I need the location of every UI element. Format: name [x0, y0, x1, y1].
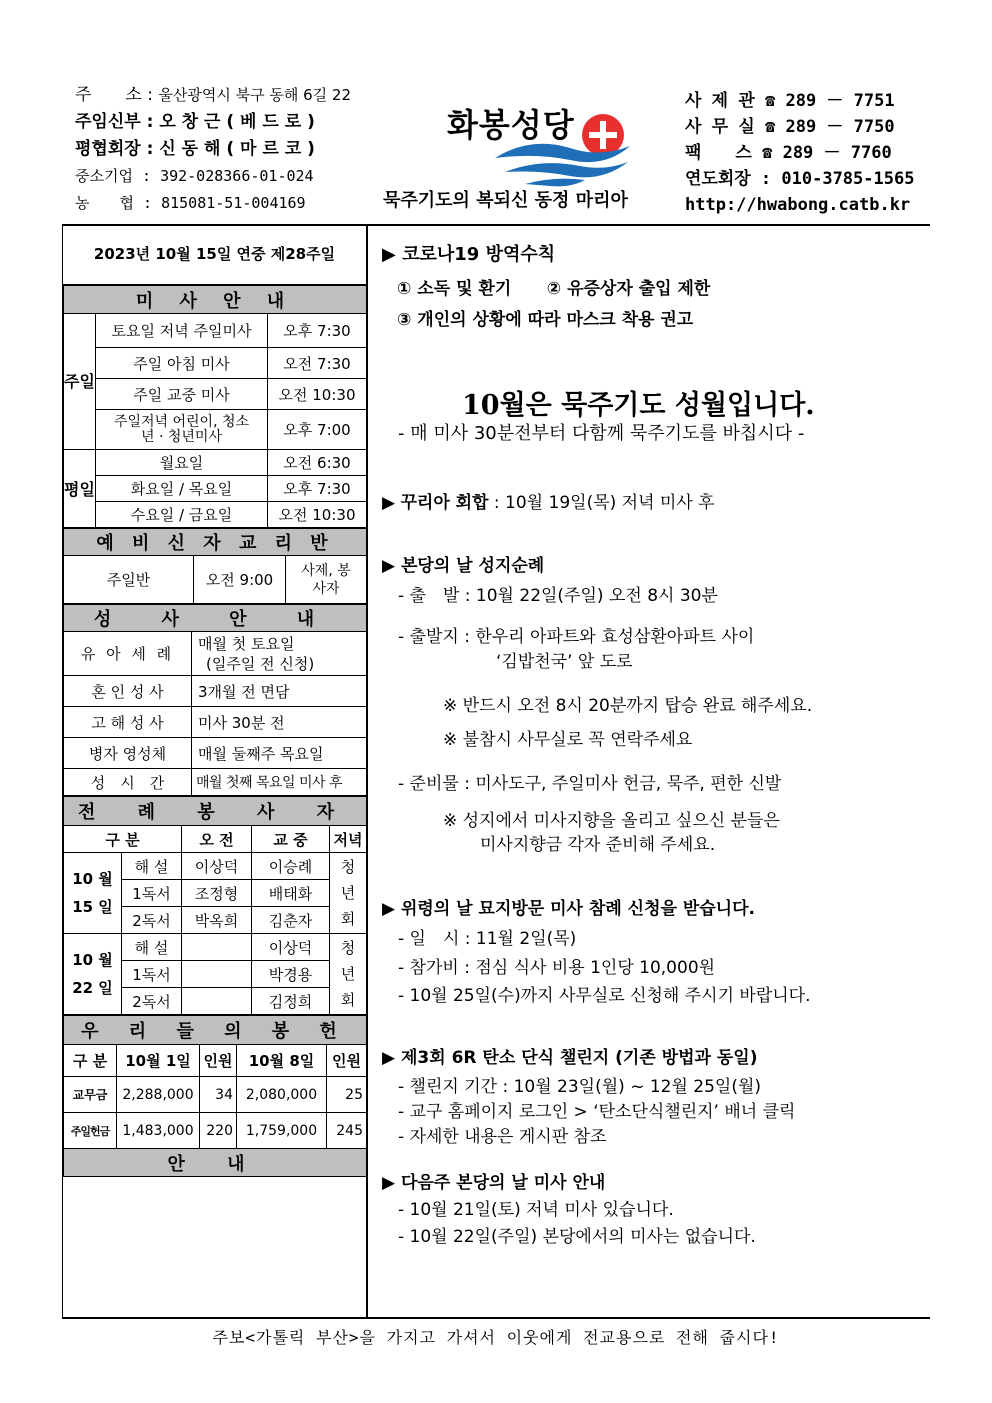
offering-v2: 1,759,000	[237, 1113, 327, 1149]
sacrament-name: 성 시 간	[64, 769, 192, 796]
offering-table	[63, 1015, 367, 1177]
mass-name: 주일 교중 미사	[96, 379, 268, 410]
offering-header: 10월 1일	[117, 1045, 200, 1077]
logo-cross-v	[600, 121, 606, 149]
nextweek-title: ▶ 다음주 본당의 날 미사 안내	[382, 1173, 606, 1193]
ministry-header: 교 중	[252, 826, 330, 853]
contact-fax: 팩 스 ☎ 289 － 7760	[685, 143, 892, 163]
sacrament-table	[63, 604, 367, 796]
mass-time: 오전 7:30	[268, 348, 367, 379]
council-label: 평협회장	[75, 139, 141, 159]
yeondo-contact: 연도회장 : 010-3785-1565	[685, 169, 915, 189]
motto: 묵주기도의 복되신 동정 마리아	[383, 190, 628, 211]
pilgrim-note: ※ 성지에서 미사지향을 올리고 싶으신 분들은	[443, 811, 780, 831]
offering-header: 구 분	[64, 1045, 117, 1077]
offering-v1: 2,288,000	[117, 1077, 200, 1113]
mass-name: 주일저녁 어린이, 청소년 · 청년미사	[96, 410, 268, 450]
covid-rules-1: ① 소독 및 환기 ② 유증상자 출입 제한	[397, 279, 711, 299]
catechumen-teacher: 사제, 봉사자	[286, 556, 367, 604]
ministry-main: 박경용	[252, 961, 330, 988]
covid-rules-2: ③ 개인의 상황에 따라 마스크 착용 권고	[397, 310, 694, 330]
mass-time: 오전 10:30	[268, 502, 367, 528]
ministry-role: 해 설	[122, 853, 182, 880]
ministry-role: 해 설	[122, 934, 182, 961]
website: http://hwabong.catb.kr	[685, 195, 911, 215]
pilgrim-note: ※ 불참시 사무실로 꼭 연락주세요	[443, 730, 693, 750]
frame-bottom	[62, 1317, 930, 1319]
bank1-label: 중소기업	[75, 167, 133, 185]
pilgrim-place: - 출발지 : 한우리 아파트와 효성삼환아파트 사이	[398, 627, 755, 647]
ministry-role: 1독서	[122, 880, 182, 907]
pilgrim-items: - 준비물 : 미사도구, 주일미사 헌금, 묵주, 편한 신발	[398, 774, 782, 794]
church-logo	[490, 108, 640, 188]
mass-name: 주일 아침 미사	[96, 348, 268, 379]
carbon-period: - 챌린지 기간 : 10월 23일(월) ~ 12월 25일(월)	[398, 1077, 762, 1097]
ministry-am: 조정형	[182, 880, 252, 907]
nextweek-info: - 10월 21일(토) 저녁 미사 있습니다.	[398, 1200, 674, 1220]
nextweek-info: - 10월 22일(주일) 본당에서의 미사는 없습니다.	[398, 1227, 756, 1247]
ministry-header: 저녁	[330, 826, 367, 853]
pastor-label: 주임신부	[75, 112, 141, 132]
pastor: 오 창 근 ( 베 드 로 )	[159, 112, 315, 132]
logo-wave-2	[505, 162, 628, 177]
bank2-label: 농 협	[75, 194, 134, 212]
sacrament-name: 병자 영성체	[64, 738, 192, 769]
ministry-main: 김정희	[252, 988, 330, 1015]
sacrament-info: 매월 둘째주 목요일	[192, 738, 367, 769]
header-info: 주 소 : 울산광역시 북구 동해 6길 22 주임신부 : 오 창 근 ( 베 드 로 ) 평협회장 : 신 동 해 ( 마 르 코 ) 중소기업 : 392-028366-01-024 농 협 : 815081-51-004169	[75, 85, 352, 212]
carbon-board: - 자세한 내용은 게시판 참조	[398, 1127, 607, 1147]
ministry-am	[182, 934, 252, 961]
cemetery-apply: - 10월 25일(수)까지 사무실로 신청해 주시기 바랍니다.	[398, 986, 811, 1006]
pilgrim-depart: - 출 발 : 10월 22일(주일) 오전 8시 30분	[398, 586, 718, 606]
pilgrim-note: ※ 반드시 오전 8시 20분까지 탑승 완료 해주세요.	[443, 696, 813, 716]
offering-v1: 1,483,000	[117, 1113, 200, 1149]
mass-name: 월요일	[96, 450, 268, 476]
mass-time: 오후 7:30	[268, 476, 367, 502]
catechumen-time: 오전 9:00	[194, 556, 286, 604]
offering-n2: 245	[327, 1113, 367, 1149]
ministry-main: 이상덕	[252, 934, 330, 961]
rosary-title: 10월은 묵주기도 성월입니다.	[462, 390, 815, 421]
ministry-am	[182, 961, 252, 988]
address-label: 주 소	[75, 85, 142, 105]
offering-header: 10월 8일	[237, 1045, 327, 1077]
ministry-main: 김춘자	[252, 907, 330, 934]
mass-name: 토요일 저녁 주일미사	[96, 314, 268, 348]
mass-name: 화요일 / 목요일	[96, 476, 268, 502]
mass-schedule-table	[63, 285, 367, 528]
catechumen-table	[63, 528, 367, 604]
carbon-login: - 교구 홈페이지 로그인 > ‘탄소단식챌린지’ 배너 클릭	[398, 1102, 796, 1122]
offering-n2: 25	[327, 1077, 367, 1113]
offering-n1: 220	[200, 1113, 237, 1149]
mass-section-title: 미 사 안 내	[64, 286, 367, 314]
rosary-subtitle: - 매 미사 30분전부터 다함께 묵주기도를 바칩시다 -	[398, 423, 805, 444]
ministry-role: 2독서	[122, 988, 182, 1015]
curia-notice: ▶ 꾸리아 회합 : 10월 19일(목) 저녁 미사 후	[382, 493, 715, 513]
mass-name: 수요일 / 금요일	[96, 502, 268, 528]
church-name: 화봉성당	[447, 106, 575, 144]
offering-n1: 34	[200, 1077, 237, 1113]
cemetery-fee: - 참가비 : 점심 식사 비용 1인당 10,000원	[398, 958, 716, 978]
ministry-evening: 청년회	[330, 853, 367, 934]
ministry-am	[182, 988, 252, 1015]
footer-message: 주보<가톨릭 부산>을 가지고 가셔서 이웃에게 전교용으로 전해 줍시다!	[212, 1328, 780, 1347]
carbon-title: ▶ 제3회 6R 탄소 단식 챌린지 (기존 방법과 동일)	[382, 1048, 758, 1068]
cemetery-title: ▶ 위령의 날 묘지방문 미사 참례 신청을 받습니다.	[382, 899, 755, 919]
mass-time: 오전 10:30	[268, 379, 367, 410]
offering-header: 인원	[327, 1045, 367, 1077]
ministry-main: 이승례	[252, 853, 330, 880]
offering-name: 주일헌금	[64, 1113, 117, 1149]
offering-v2: 2,080,000	[237, 1077, 327, 1113]
ministry-header: 오 전	[182, 826, 252, 853]
left-column	[63, 226, 366, 1177]
sacrament-section-title: 성 사 안 내	[64, 605, 367, 632]
pilgrim-title: ▶ 본당의 날 성지순례	[382, 556, 545, 576]
bulletin-date: 2023년 10월 15일 연중 제28주일	[63, 226, 366, 285]
covid-title: ▶ 코로나19 방역수칙	[382, 244, 556, 265]
sacrament-name: 고 해 성 사	[64, 707, 192, 738]
contact-office: 사 무 실 ☎ 289 － 7750	[685, 117, 895, 137]
ministry-date: 10 월 22 일	[64, 934, 122, 1015]
council: 신 동 해 ( 마 르 코 )	[159, 139, 315, 159]
ministry-date: 10 월 15 일	[64, 853, 122, 934]
ministry-header: 구 분	[64, 826, 182, 853]
mass-time: 오전 6:30	[268, 450, 367, 476]
offering-name: 교무금	[64, 1077, 117, 1113]
bank2-account: 815081-51-004169	[161, 194, 306, 212]
address: 울산광역시 북구 동해 6길 22	[158, 86, 352, 104]
weekday-label: 평일	[64, 450, 96, 528]
ministry-am: 박옥희	[182, 907, 252, 934]
sunday-label: 주일	[64, 314, 96, 450]
sacrament-name: 혼 인 성 사	[64, 676, 192, 707]
catechumen-class: 주일반	[64, 556, 194, 604]
pilgrim-note: 미사지향금 각자 준비해 주세요.	[480, 835, 716, 855]
ministry-main: 배태화	[252, 880, 330, 907]
ministry-table	[63, 796, 367, 1015]
sacrament-name: 유 아 세 례	[64, 632, 192, 676]
notice-section-title: 안 내	[64, 1149, 367, 1177]
sacrament-info: 미사 30분 전	[192, 707, 367, 738]
mass-time: 오후 7:30	[268, 314, 367, 348]
bank1-account: 392-028366-01-024	[160, 167, 314, 185]
offering-header: 인원	[200, 1045, 237, 1077]
ministry-evening: 청년회	[330, 934, 367, 1015]
sacrament-info: 매월 첫 토요일 (일주일 전 신청)	[192, 632, 367, 676]
ministry-role: 2독서	[122, 907, 182, 934]
contact-rectory: 사 제 관 ☎ 289 － 7751	[685, 91, 895, 111]
sacrament-info: 매월 첫째 목요일 미사 후	[192, 769, 367, 796]
sacrament-info: 3개월 전 면담	[192, 676, 367, 707]
offering-section-title: 우 리 들 의 봉 헌	[64, 1016, 367, 1045]
ministry-role: 1독서	[122, 961, 182, 988]
ministry-am: 이상덕	[182, 853, 252, 880]
ministry-section-title: 전 례 봉 사 자	[64, 797, 367, 826]
catechumen-section-title: 예 비 신 자 교 리 반	[64, 529, 367, 556]
header-contacts	[685, 88, 914, 218]
mass-time: 오후 7:00	[268, 410, 367, 450]
pilgrim-place-detail: ‘김밥천국’ 앞 도로	[496, 652, 633, 672]
cemetery-date: - 일 시 : 11월 2일(목)	[398, 929, 577, 949]
